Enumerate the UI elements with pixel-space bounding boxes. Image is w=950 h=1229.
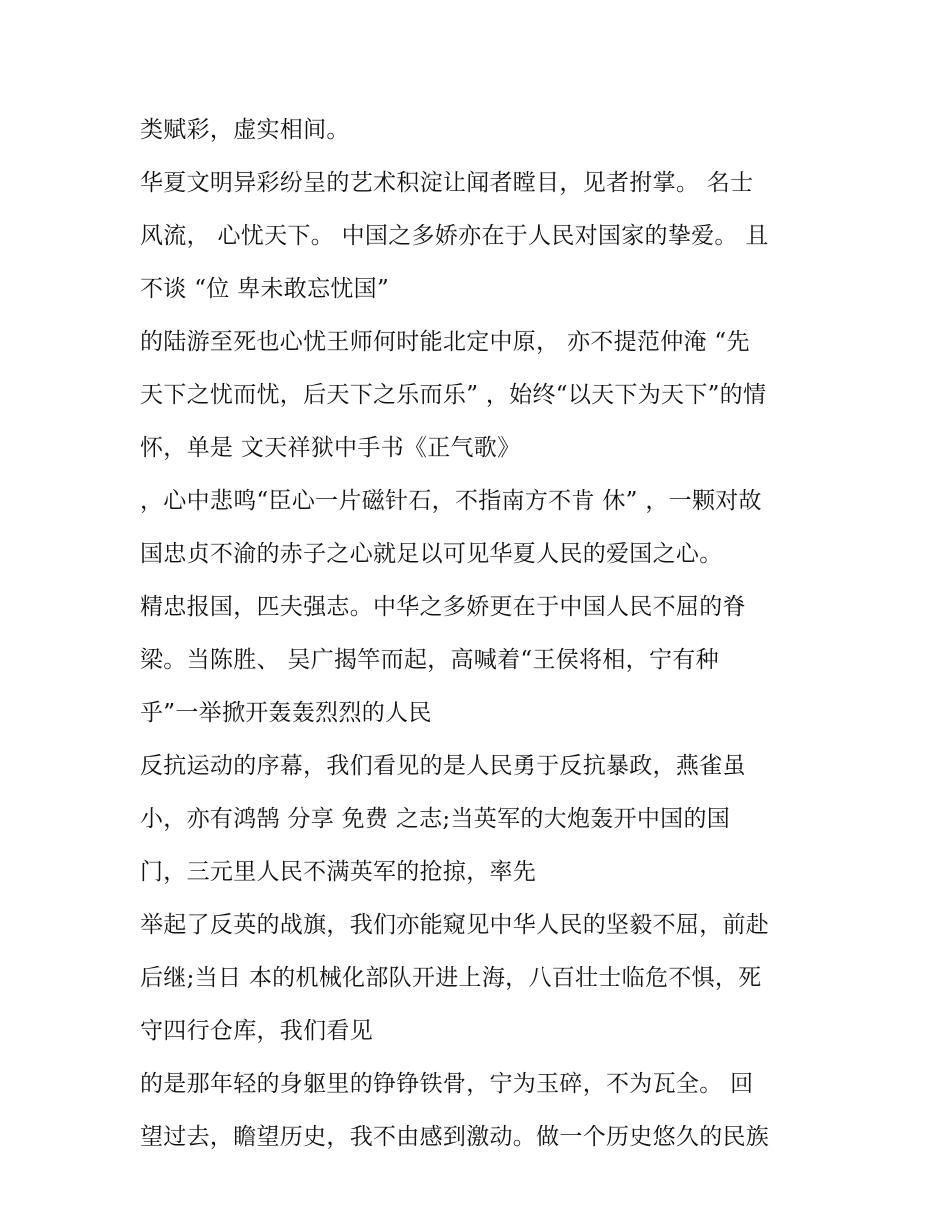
text-line: 精忠报国，匹夫强志。中华之多娇更在于中国人民不屈的脊: [140, 594, 746, 620]
essay-body: [140, 111, 830, 1171]
text-line: 望过去，瞻望历史，我不由感到激动。做一个历史悠久的民族: [140, 1124, 770, 1150]
text-line: 举起了反英的战旗，我们亦能窥见中华人民的坚毅不屈，前赴: [140, 912, 770, 938]
text-line: 的是那年轻的身躯里的铮铮铁骨，宁为玉碎，不为瓦全。 回: [140, 1071, 754, 1097]
text-line: 华夏文明异彩纷呈的艺术积淀让闻者瞠目，见者拊掌。 名士: [140, 170, 754, 196]
text-line: 怀，单是 文天祥狱中手书《正气歌》: [140, 435, 521, 461]
text-line: ，心中悲鸣“臣心一片磁针石，不指南方不肯 休” ，一颗对故: [140, 488, 762, 514]
text-line: 不谈 “位 卑未敢忘忧国”: [140, 276, 390, 302]
text-line: 乎”一举掀开轰轰烈烈的人民: [140, 700, 432, 726]
text-line: 天下之忧而忧，后天下之乐而乐” ，始终“以天下为天下”的情: [140, 382, 767, 408]
text-line: 后继;当日 本的机械化部队开进上海，八百壮士临危不惧，死: [140, 965, 762, 991]
text-line: 守四行仓库，我们看见: [140, 1018, 373, 1044]
text-line: 梁。当陈胜、 吴广揭竿而起，高喊着“王侯将相，宁有种: [140, 647, 719, 673]
text-line: 国忠贞不渝的赤子之心就足以可见华夏人民的爱国之心。: [140, 541, 723, 567]
text-line: 类赋彩，虚实相间。: [140, 117, 350, 143]
text-line: 风流， 心忧天下。 中国之多娇亦在于人民对国家的挚爱。 且: [140, 223, 769, 249]
text-line: 门，三元里人民不满英军的抢掠，率先: [140, 859, 537, 885]
text-line: 小，亦有鸿鹄 分享 免费 之志;当英军的大炮轰开中国的国: [140, 806, 731, 832]
text-line: 反抗运动的序幕，我们看见的是人民勇于反抗暴政，燕雀虽: [140, 753, 746, 779]
text-line: 的陆游至死也心忧王师何时能北定中原， 亦不提范仲淹 “先: [140, 329, 750, 355]
